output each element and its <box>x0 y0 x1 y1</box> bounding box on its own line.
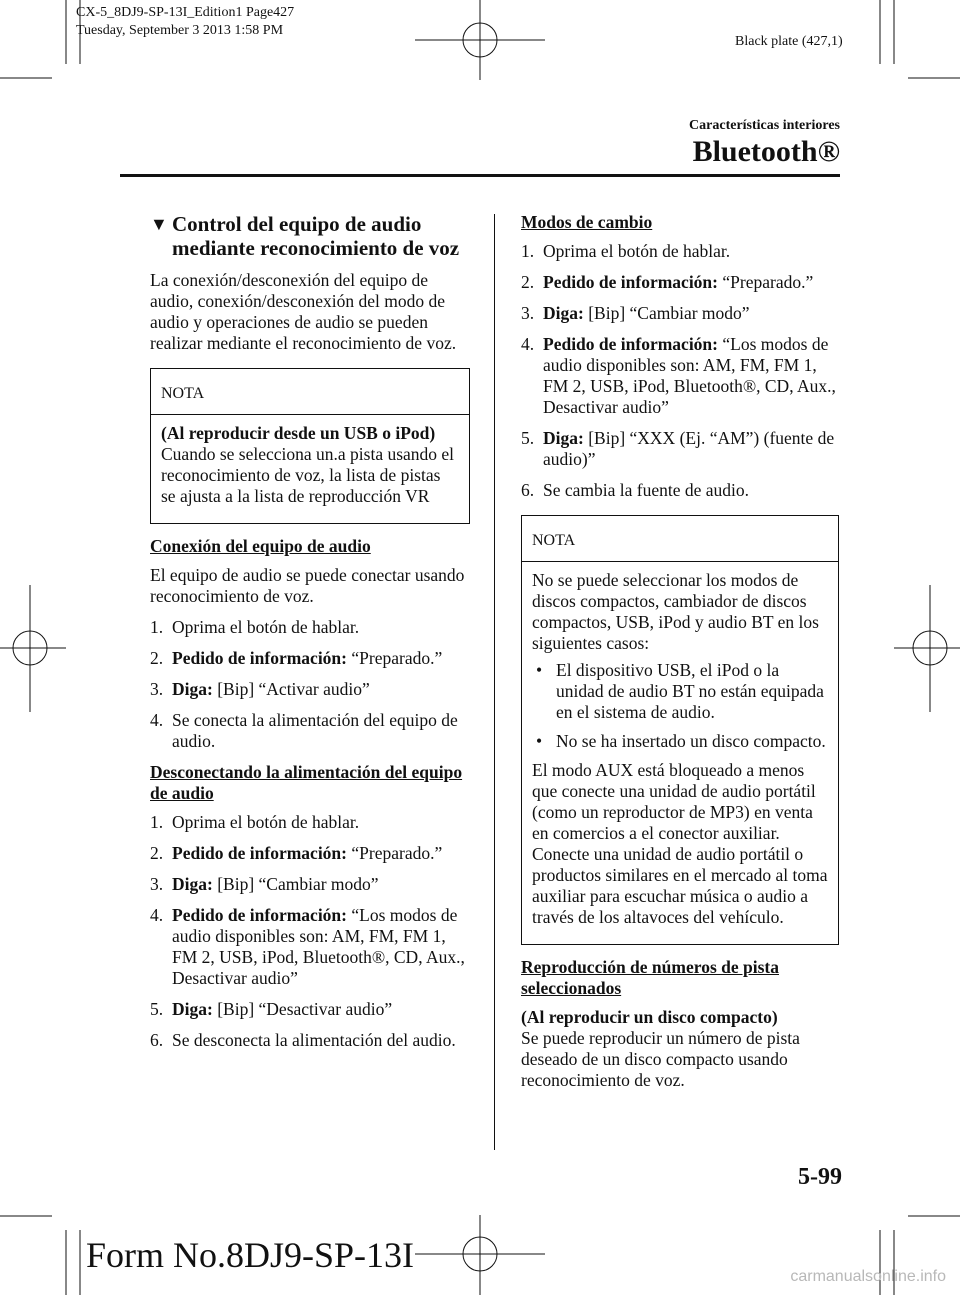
step-item: 6. Se cambia la fuente de audio. <box>521 480 750 500</box>
right-column <box>521 212 839 1091</box>
file-info-line2: Tuesday, September 3 2013 1:58 PM <box>76 23 284 38</box>
step-item: 2. Pedido de información: “Preparado.” <box>150 843 443 863</box>
triangle-down-icon: ▼ <box>150 214 168 234</box>
section-heading-switch-mode: Modos de cambio <box>521 212 653 232</box>
bullet-dot-icon: • <box>536 731 543 751</box>
file-info-line1: CX-5_8DJ9-SP-13I_Edition1 Page427 <box>76 5 295 20</box>
header-rule <box>120 174 840 177</box>
form-number: Form No.8DJ9-SP-13I <box>86 1235 415 1275</box>
step-item: 4. Se conecta la alimentación del equipo de audio. <box>150 710 458 751</box>
step-item: 2. Pedido de información: “Preparado.” <box>521 272 814 292</box>
section-subheading-cd: (Al reproducir un disco compacto) <box>521 1007 778 1027</box>
step-item: 2. Pedido de información: “Preparado.” <box>150 648 443 668</box>
left-column <box>150 212 470 1061</box>
step-item: 4. Pedido de información: “Los modos de audio disponibles son: AM, FM, FM 1, FM 2, USB, iPod, Bluetooth®, CD, Aux., Desactivar audio” <box>150 905 465 988</box>
note-box <box>150 368 470 524</box>
step-item: 1. Oprima el botón de hablar. <box>521 241 731 261</box>
steps-connect <box>150 617 470 752</box>
section-title: Bluetooth® <box>692 135 840 168</box>
step-item: 1. Oprima el botón de hablar. <box>150 617 360 637</box>
section-text-track-play: Se puede reproducir un número de pista deseado de un disco compacto usando reconocimiento de voz. <box>521 1028 800 1090</box>
section-subtitle: Características interiores <box>689 118 840 133</box>
topic-heading-line2: mediante reconocimiento de voz <box>172 236 460 260</box>
step-item: 5. Diga: [Bip] “XXX (Ej. “AM”) (fuente de audio)” <box>521 428 835 469</box>
watermark: carmanualsonline.info <box>790 1268 946 1285</box>
step-item: 1. Oprima el botón de hablar. <box>150 812 360 832</box>
section-heading-connect: Conexión del equipo de audio <box>150 536 371 556</box>
bullet-dot-icon: • <box>536 660 543 680</box>
step-item: 4. Pedido de información: “Los modos de audio disponibles son: AM, FM, FM 1, FM 2, USB, iPod, Bluetooth®, CD, Aux., Desactivar audio” <box>521 334 836 417</box>
section-heading-track-play: Reproducción de números de pista seleccionados <box>521 957 779 998</box>
section-intro-connect: El equipo de audio se puede conectar usando reconocimiento de voz. <box>150 565 465 606</box>
steps-switch-mode <box>521 241 839 501</box>
section-heading-disconnect: Desconectando la alimentación del equipo de audio <box>150 762 463 803</box>
steps-disconnect <box>150 812 470 1051</box>
column-divider <box>494 214 495 1150</box>
note-aux-text: El modo AUX está bloqueado a menos que conecte una unidad de audio portátil (como un reproductor de MP3) en venta en comercios a el conector auxiliar. Conecte una unidad de audio portátil o productos similares en el mercado al toma auxiliar para escuchar música o audio a través de los altavoces del vehículo. <box>532 760 828 927</box>
page-number: 5-99 <box>798 1164 842 1190</box>
note-box <box>521 515 839 945</box>
note-text: No se puede seleccionar los modos de discos compactos, cambiador de discos compactos, USB, iPod y audio BT en los siguientes casos: <box>532 570 819 653</box>
topic-heading <box>150 212 470 260</box>
note-bullet: • No se ha insertado un disco compacto. <box>532 731 828 752</box>
step-item: 3. Diga: [Bip] “Cambiar modo” <box>521 303 750 323</box>
step-item: 3. Diga: [Bip] “Cambiar modo” <box>150 874 379 894</box>
step-item: 3. Diga: [Bip] “Activar audio” <box>150 679 370 699</box>
file-info <box>76 4 294 40</box>
note-title: NOTA <box>151 369 469 415</box>
note-subheading: (Al reproducir desde un USB o iPod) <box>161 423 436 443</box>
note-bullet: • El dispositivo USB, el iPod o la unidad de audio BT no están equipada en el sistema de audio. <box>532 660 828 723</box>
intro-paragraph: La conexión/desconexión del equipo de audio, conexión/desconexión del modo de audio y operaciones de audio se pueden realizar mediante el reconocimiento de voz. <box>150 270 457 353</box>
note-title: NOTA <box>522 516 838 562</box>
step-item: 6. Se desconecta la alimentación del audio. <box>150 1030 456 1050</box>
step-item: 5. Diga: [Bip] “Desactivar audio” <box>150 999 393 1019</box>
topic-heading-line1: Control del equipo de audio <box>172 212 422 236</box>
note-text: Cuando se selecciona un.a pista usando el reconocimiento de voz, la lista de pistas se ajusta a la lista de reproducción VR <box>161 444 455 506</box>
plate-label: Black plate (427,1) <box>735 34 843 49</box>
